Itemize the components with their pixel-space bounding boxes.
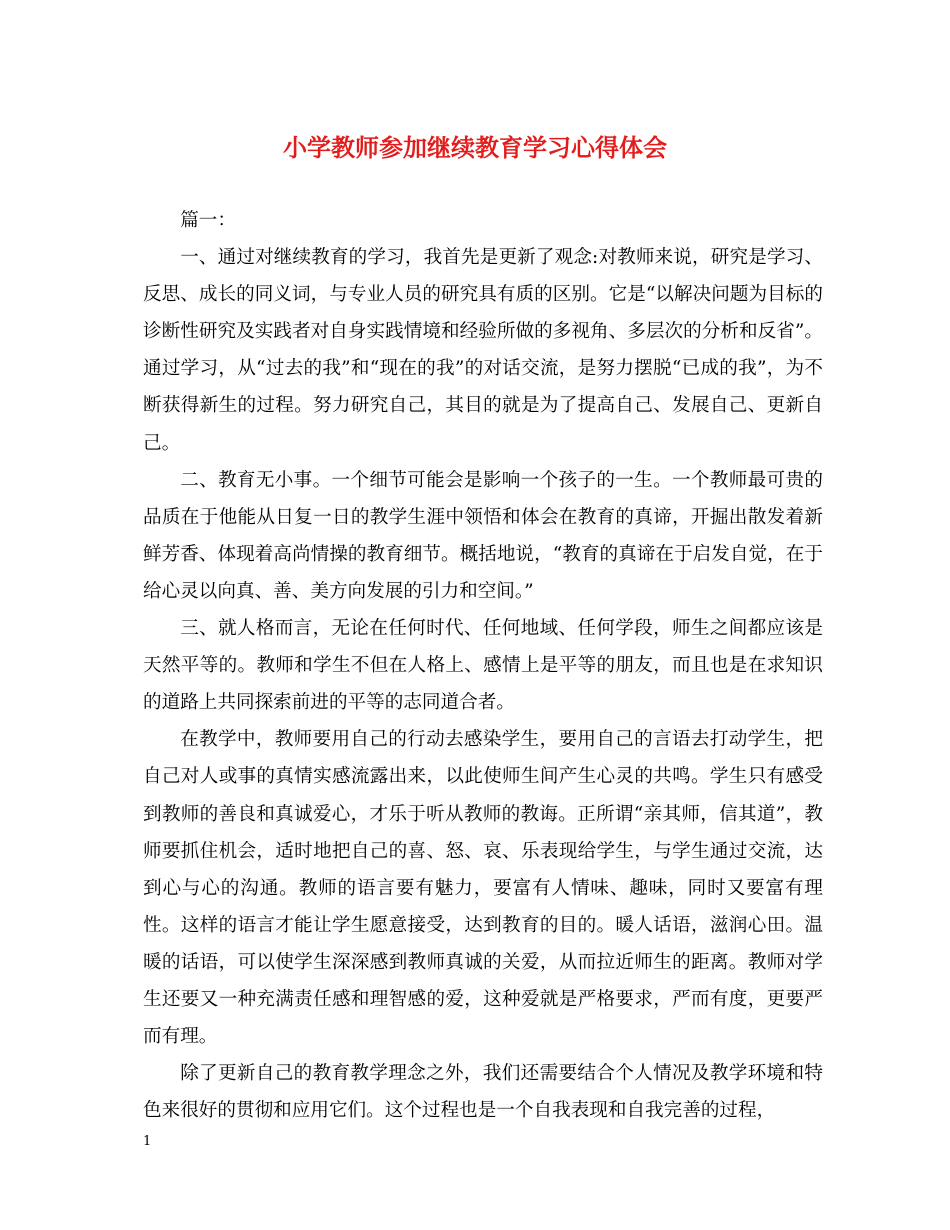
paragraph-5: 除了更新自己的教育教学理念之外，我们还需要结合个人情况及教学环境和特色来很好的贯彻和应用它们。这个过程也是一个自我表现和自我完善的过程， bbox=[143, 1063, 823, 1122]
paragraph-3: 三、就人格而言，无论在任何时代、任何地域、任何学段，师生之间都应该是天然平等的。教师和学生不但在人格上、感情上是平等的朋友，而且也是在求知识的道路上共同探索前进的平等的志同道合者。 bbox=[143, 618, 823, 714]
paragraph-4: 在教学中，教师要用自己的行动去感染学生，要用自己的言语去打动学生，把自己对人或事的真情实感流露出来，以此使师生间产生心灵的共鸣。学生只有感受到教师的善良和真诚爱心，才乐于听从教师的教诲。正所谓“亲其师，信其道”，教师要抓住机会，适时地把自己的喜、怒、哀、乐表现给学生，与学生通过交流，达到心与心的沟通。教师的语言要有魅力，要富有人情味、趣味，同时又要富有理性。这样的语言才能让学生愿意接受，达到教育的目的。暖人话语，滋润心田。温暖的话语，可以使学生深深感到教师真诚的关爱，从而拉近师生的距离。教师对学生还要又一种充满责任感和理智感的爱，这种爱就是严格要求，严而有度，更要严而有理。 bbox=[143, 729, 823, 1048]
page-number: 1 bbox=[143, 1134, 152, 1149]
document-body bbox=[143, 202, 823, 1129]
paragraph-2: 二、教育无小事。一个细节可能会是影响一个孩子的一生。一个教师最可贵的品质在于他能从日复一日的教学生涯中领悟和体会在教育的真谛，开掘出散发着新鲜芳香、体现着高尚情操的教育细节。概括地说，“教育的真谛在于启发自觉，在于给心灵以向真、善、美方向发展的引力和空间。” bbox=[143, 469, 823, 602]
section-label: 篇一： bbox=[180, 210, 236, 231]
document-title: 小学教师参加继续教育学习心得体会 bbox=[283, 133, 667, 162]
paragraph-1: 一、通过对继续教育的学习，我首先是更新了观念:对教师来说，研究是学习、反思、成长的同义词，与专业人员的研究具有质的区别。它是“以解决问题为目标的诊断性研究及实践者对自身实践情境和经验所做的多视角、多层次的分析和反省”。通过学习，从“过去的我”和“现在的我”的对话交流，是努力摆脱“已成的我”，为不断获得新生的过程。努力研究自己，其目的就是为了提高自己、发展自己、更新自己。 bbox=[143, 247, 823, 454]
